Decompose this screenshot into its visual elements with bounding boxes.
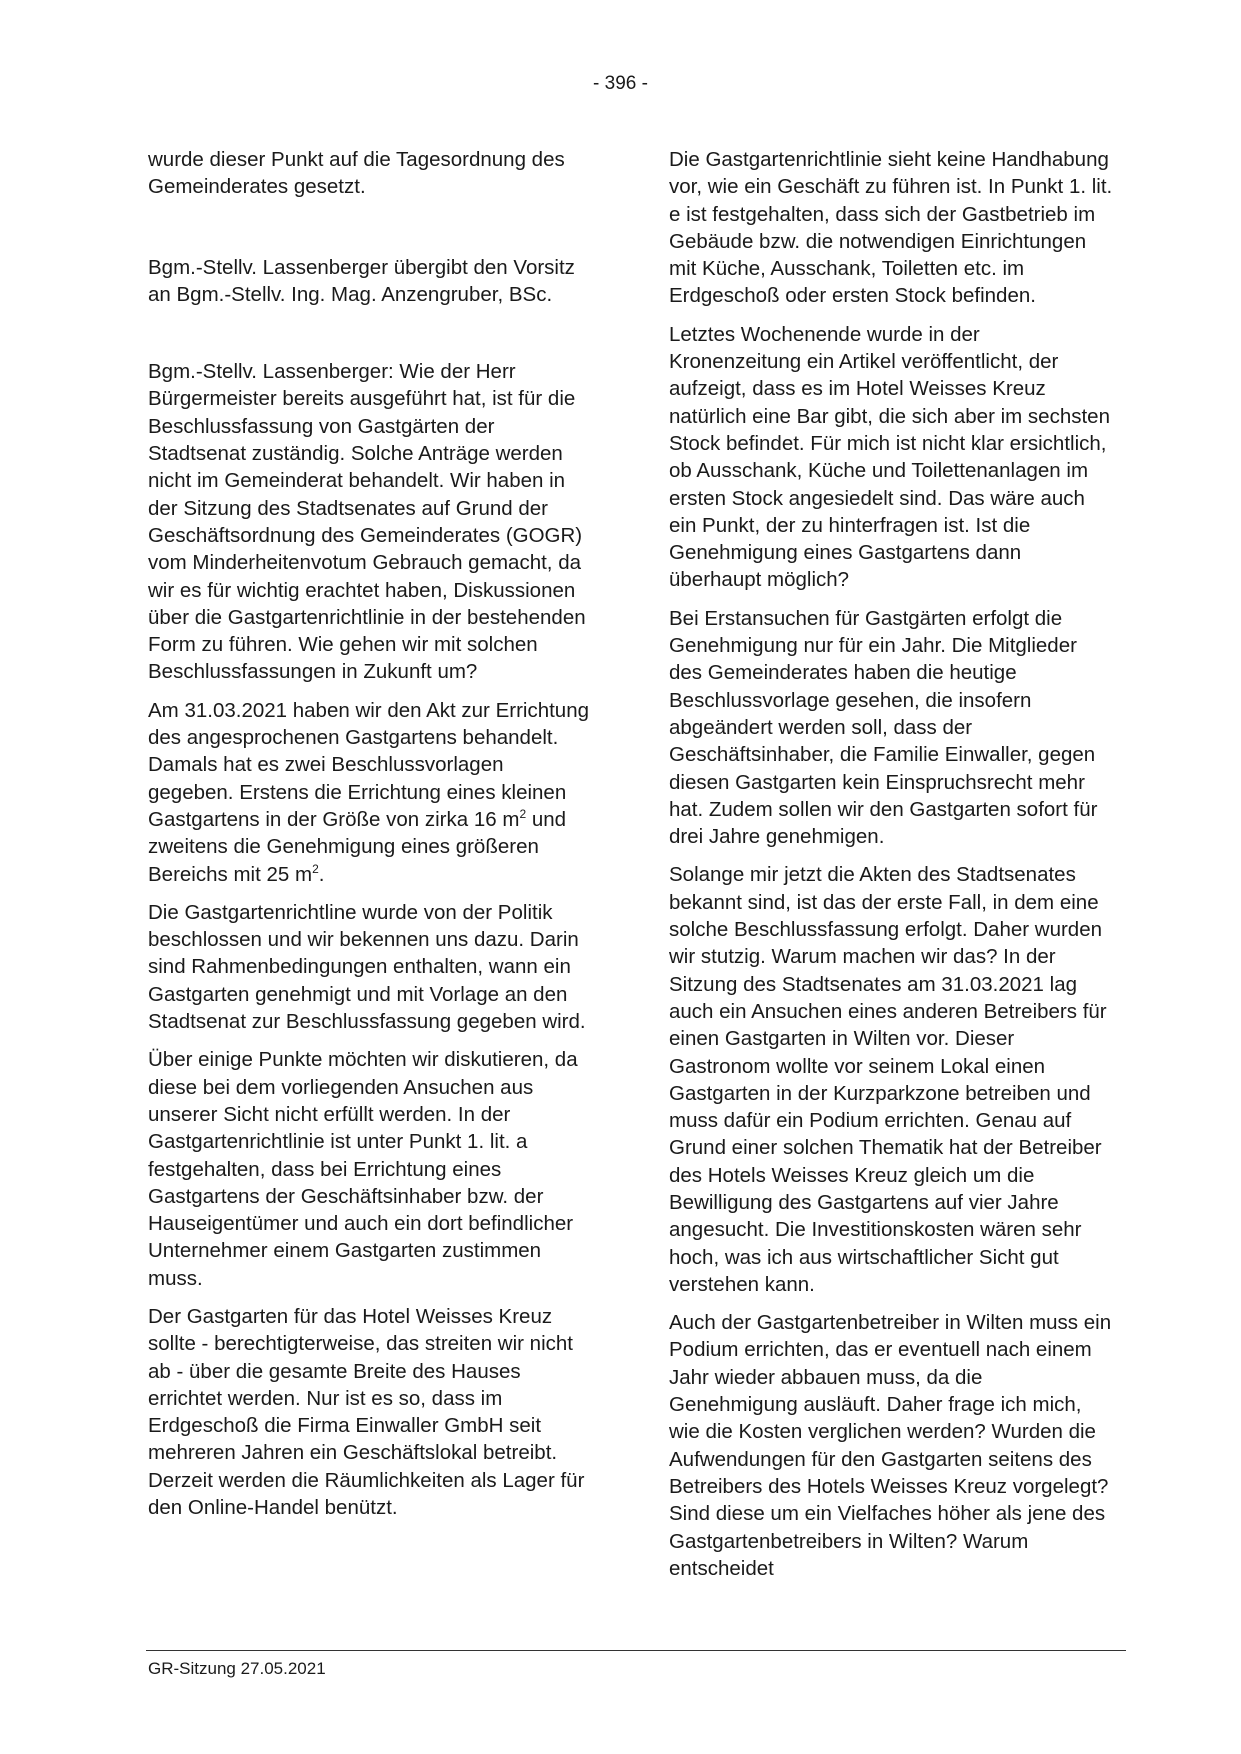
paragraph-text: . bbox=[318, 862, 325, 886]
paragraph: Die Gastgartenrichtline wurde von der Politik beschlossen und wir bekennen uns dazu. Darin sind Rahmenbedingungen enthalten, wann ein Gastgarten genehmigt und mit Vorlage an den Stadtsenat zur Beschlussfassung gegeben wird. bbox=[148, 900, 586, 1034]
paragraph: Bei Erstansuchen für Gastgärten erfolgt die Genehmigung nur für ein Jahr. Die Mitglieder des Gemeinderates haben die heutige Beschlussvorlage gesehen, die insofern abgeändert werden soll, dass der Geschäftsinhaber, die Familie Einwaller, gegen diesen Gastgarten kein Einspruchsrecht mehr hat. Zudem sollen wir den Gastgarten sofort für drei Jahre genehmigen. bbox=[669, 606, 1098, 849]
paragraph: Solange mir jetzt die Akten des Stadtsenates bekannt sind, ist das der erste Fall, in dem eine solche Beschlussfassung erfolgt. Daher wurden wir stutzig. Warum machen wir das? In der Sitzung des Stadtsenates am 31.03.2021 lag auch ein Ansuchen eines anderen Betreibers für einen Gastgarten in Wilten vor. Dieser Gastronom wollte vor seinem Lokal einen Gastgarten in der Kurzparkzone betreiben und muss dafür ein Podium errichten. Genau auf Grund einer solchen Thematik hat der Betreiber des Hotels Weisses Kreuz gleich um die Bewilligung des Gastgartens auf vier Jahre angesucht. Die Investitionskosten wären sehr hoch, was ich aus wirtschaftlicher Sicht gut verstehen kann. bbox=[669, 863, 1107, 1296]
chair-handover-note: Bgm.-Stellv. Lassenberger übergibt den Vorsitz an Bgm.-Stellv. Ing. Mag. Anzengruber, BSc. bbox=[148, 255, 575, 306]
footer-divider bbox=[146, 1650, 1126, 1651]
paragraph-text: und zweitens die Genehmigung eines größeren Bereichs mit 25 m bbox=[148, 807, 567, 886]
paragraph: Die Gastgartenrichtlinie sieht keine Handhabung vor, wie ein Geschäft zu führen ist. In Punkt 1. lit. e ist festgehalten, dass sich der Gastbetrieb im Gebäude bzw. die notwendigen Einrichtungen mit Küche, Ausschank, Toiletten etc. im Erdgeschoß oder ersten Stock befinden. bbox=[669, 148, 1113, 308]
paragraph: Letztes Wochenende wurde in der Kronenzeitung ein Artikel veröffentlicht, der aufzeigt, dass es im Hotel Weisses Kreuz natürlich eine Bar gibt, die sich aber im sechsten Stock befindet. Für mich ist nicht klar ersichtlich, ob Ausschank, Küche und Toilettenanlagen im ersten Stock angesiedelt sind. Das wäre auch ein Punkt, der zu hinterfragen ist. Ist die Genehmigung eines Gastgartens dann überhaupt möglich? bbox=[669, 322, 1110, 592]
paragraph bbox=[148, 697, 594, 888]
footer-session-label: GR-Sitzung 27.05.2021 bbox=[148, 1659, 326, 1678]
right-column bbox=[669, 146, 1115, 1593]
superscript: 2 bbox=[519, 807, 527, 822]
paragraph: Über einige Punkte möchten wir diskutieren, da diese bei dem vorliegenden Ansuchen aus unserer Sicht nicht erfüllt werden. In der Gastgartenrichtlinie ist unter Punkt 1. lit. a festgehalten, dass bei Errichtung eines Gastgartens der Geschäftsinhaber bzw. der Hauseigentümer und auch ein dort befindlicher Unternehmer einem Gastgarten zustimmen muss. bbox=[148, 1048, 578, 1290]
paragraph: Auch der Gastgartenbetreiber in Wilten muss ein Podium errichten, das er eventuell nach einem Jahr wieder abbauen muss, da die Genehmigung ausläuft. Daher frage ich mich, wie die Kosten verglichen werden? Wurden die Aufwendungen für den Gastgarten seitens des Betreibers des Hotels Weisses Kreuz vorgelegt? Sind diese um ein Vielfaches höher als jene des Gastgartenbetreibers in Wilten? Warum entscheidet bbox=[669, 1311, 1112, 1580]
paragraph: Der Gastgarten für das Hotel Weisses Kreuz sollte - berechtigterweise, das streiten wir nicht ab - über die gesamte Breite des Hauses errichtet werden. Nur ist es so, dass im Erdgeschoß die Firma Einwaller GmbH seit mehreren Jahren ein Geschäftslokal betreibt. Derzeit werden die Räumlichkeiten als Lager für den Online-Handel benützt. bbox=[148, 1304, 585, 1520]
page-number: - 396 - bbox=[593, 73, 648, 94]
superscript: 2 bbox=[312, 861, 319, 876]
left-column bbox=[148, 146, 594, 1532]
paragraph: wurde dieser Punkt auf die Tagesordnung des Gemeinderates gesetzt. bbox=[148, 148, 565, 199]
paragraph-text: Am 31.03.2021 haben wir den Akt zur Errichtung des angesprochenen Gastgartens behandelt. Damals hat es zwei Beschlussvorlagen gegeben. Erstens die Errichtung eines kleinen Gastgartens in der Größe von zirka 16 m bbox=[148, 698, 590, 831]
speech-paragraph: Bgm.-Stellv. Lassenberger: Wie der Herr Bürgermeister bereits ausgeführt hat, ist für die Beschlussfassung von Gastgärten der Stadtsenat zuständig. Solche Anträge werden nicht im Gemeinderat behandelt. Wir haben in der Sitzung des Stadtsenates auf Grund der Geschäftsordnung des Gemeinderates (GOGR) vom Minderheitenvotum Gebrauch gemacht, da wir es für wichtig erachtet haben, Diskussionen über die Gastgartenrichtlinie in der bestehenden Form zu führen. Wie gehen wir mit solchen Beschlussfassungen in Zukunft um? bbox=[148, 360, 586, 684]
